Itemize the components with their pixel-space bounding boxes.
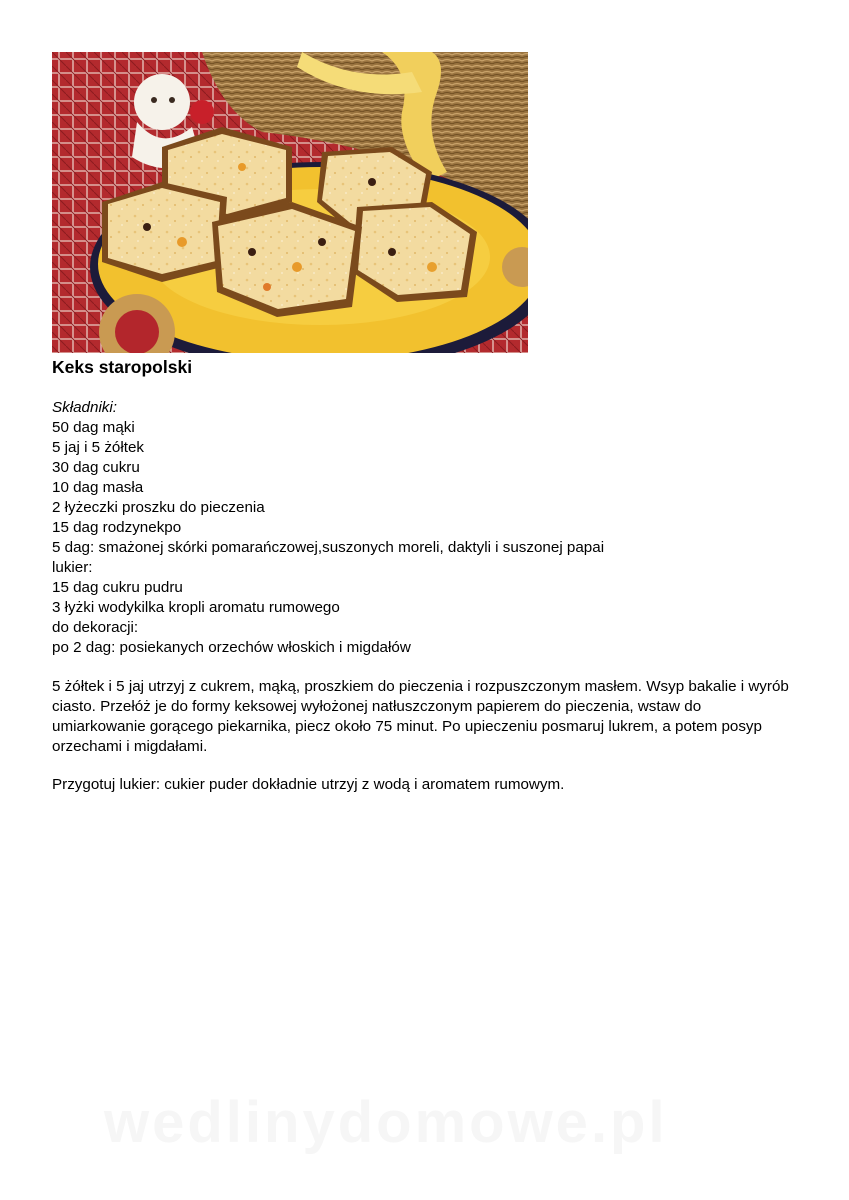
- ingredient-line: 5 jaj i 5 żółtek: [52, 439, 145, 456]
- ingredient-line: lukier:: [52, 559, 93, 576]
- icing-paragraph: Przygotuj lukier: cukier puder dokładnie utrzyj z wodą i aromatem rumowym.: [52, 776, 565, 793]
- ingredients-list: [52, 398, 812, 658]
- instructions-paragraph: 5 żółtek i 5 jaj utrzyj z cukrem, mąką, proszkiem do pieczenia i rozpuszczonym masłem. Wsyp bakalie i wyrób ciasto. Przełóż je do formy keksowej wyłożonej natłuszczonym papierem do pieczenia, wstaw do umiarkowanie gorącego piekarnika, piecz około 75 minut. Po upieczeniu posmaruj lukrem, a potem posyp orzechami i migdałami.: [52, 678, 789, 755]
- recipe-title: Keks staropolski: [52, 357, 193, 377]
- ingredient-line: 10 dag masła: [52, 479, 144, 496]
- ingredient-line: 2 łyżeczki proszku do pieczenia: [52, 499, 265, 516]
- ingredient-line: 5 dag: smażonej skórki pomarańczowej,suszonych moreli, daktyli i suszonej papai: [52, 539, 605, 556]
- ingredient-line: po 2 dag: posiekanych orzechów włoskich i migdałów: [52, 639, 411, 656]
- ingredient-line: 3 łyżki wodykilka kropli aromatu rumowego: [52, 599, 340, 616]
- ingredient-line: 30 dag cukru: [52, 459, 140, 476]
- ingredient-line: 15 dag rodzynekpo: [52, 519, 182, 536]
- ingredient-line: do dekoracji:: [52, 619, 139, 636]
- watermark: wedlinydomowe.pl: [104, 1090, 668, 1155]
- ingredient-line: 50 dag mąki: [52, 419, 135, 436]
- ingredient-line: 15 dag cukru pudru: [52, 579, 183, 596]
- cake-photo: [52, 52, 528, 353]
- ingredients-heading: Składniki:: [52, 399, 117, 416]
